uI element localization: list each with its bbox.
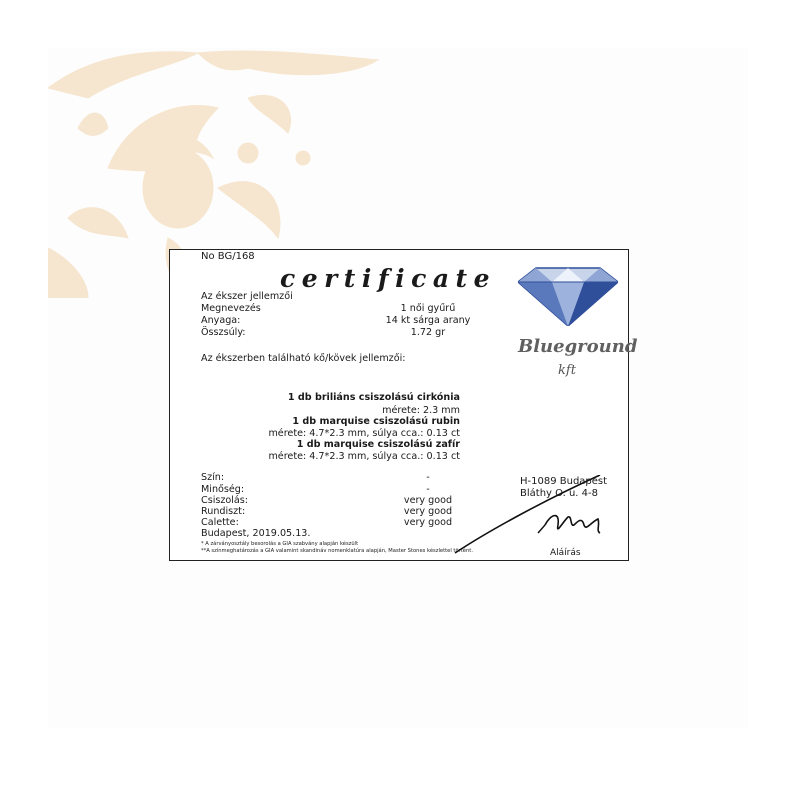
address-line-1: H-1089 Budapest	[520, 476, 608, 487]
address-line-2: Bláthy O. u. 4-8	[520, 488, 598, 499]
diamond-icon	[518, 264, 618, 326]
cut-value: very good	[403, 495, 453, 506]
total-weight-value: 1.72 gr	[410, 327, 446, 338]
quality-label: Minőség:	[201, 484, 245, 495]
cut-label: Csiszolás:	[201, 495, 249, 506]
stone-3-title: 1 db marquise csiszolású zafír	[296, 439, 460, 450]
color-label: Szín:	[201, 472, 225, 483]
culet-label: Calette:	[201, 517, 239, 528]
certificate-number: No BG/168	[201, 251, 255, 262]
color-value: -	[426, 472, 430, 483]
stone-2-title: 1 db marquise csiszolású rubin	[292, 416, 460, 427]
material-value: 14 kt sárga arany	[385, 315, 471, 326]
name-label: Megnevezés	[201, 303, 261, 314]
stone-2-size: mérete: 4.7*2.3 mm, súlya cca.: 0.13 ct	[268, 428, 460, 439]
issue-date: Budapest, 2019.05.13.	[201, 528, 311, 539]
culet-value: very good	[403, 517, 453, 528]
footnote-1: * A zárványosztály besorolás a GIA szabvány alapján készült	[201, 541, 359, 547]
footnote-2: **A színmeghatározás a GIA valamint skandináv nomenklatúra alapján, Master Stones készlettel történt.	[201, 548, 473, 554]
brand-name: Blueground	[518, 336, 638, 357]
stone-1-title: 1 db briliáns csiszolású cirkónia	[287, 392, 460, 403]
stone-1-size: mérete: 2.3 mm	[382, 405, 460, 416]
certificate-card	[169, 249, 638, 561]
certificate-title: certificate	[280, 264, 496, 293]
brand-suffix: kft	[558, 363, 576, 378]
total-weight-label: Összsúly:	[201, 327, 246, 338]
quality-value: -	[426, 484, 430, 495]
signature-label: Aláírás	[550, 548, 581, 558]
girdle-value: very good	[403, 506, 453, 517]
material-label: Anyaga:	[201, 315, 241, 326]
handwritten-signature	[450, 475, 620, 560]
stone-3-size: mérete: 4.7*2.3 mm, súlya cca.: 0.13 ct	[268, 451, 460, 462]
jewel-properties-heading: Az ékszer jellemzői	[201, 291, 293, 302]
stones-heading: Az ékszerben található kő/kövek jellemzői:	[201, 353, 406, 364]
name-value: 1 női gyűrű	[400, 303, 456, 314]
girdle-label: Rundiszt:	[201, 506, 246, 517]
